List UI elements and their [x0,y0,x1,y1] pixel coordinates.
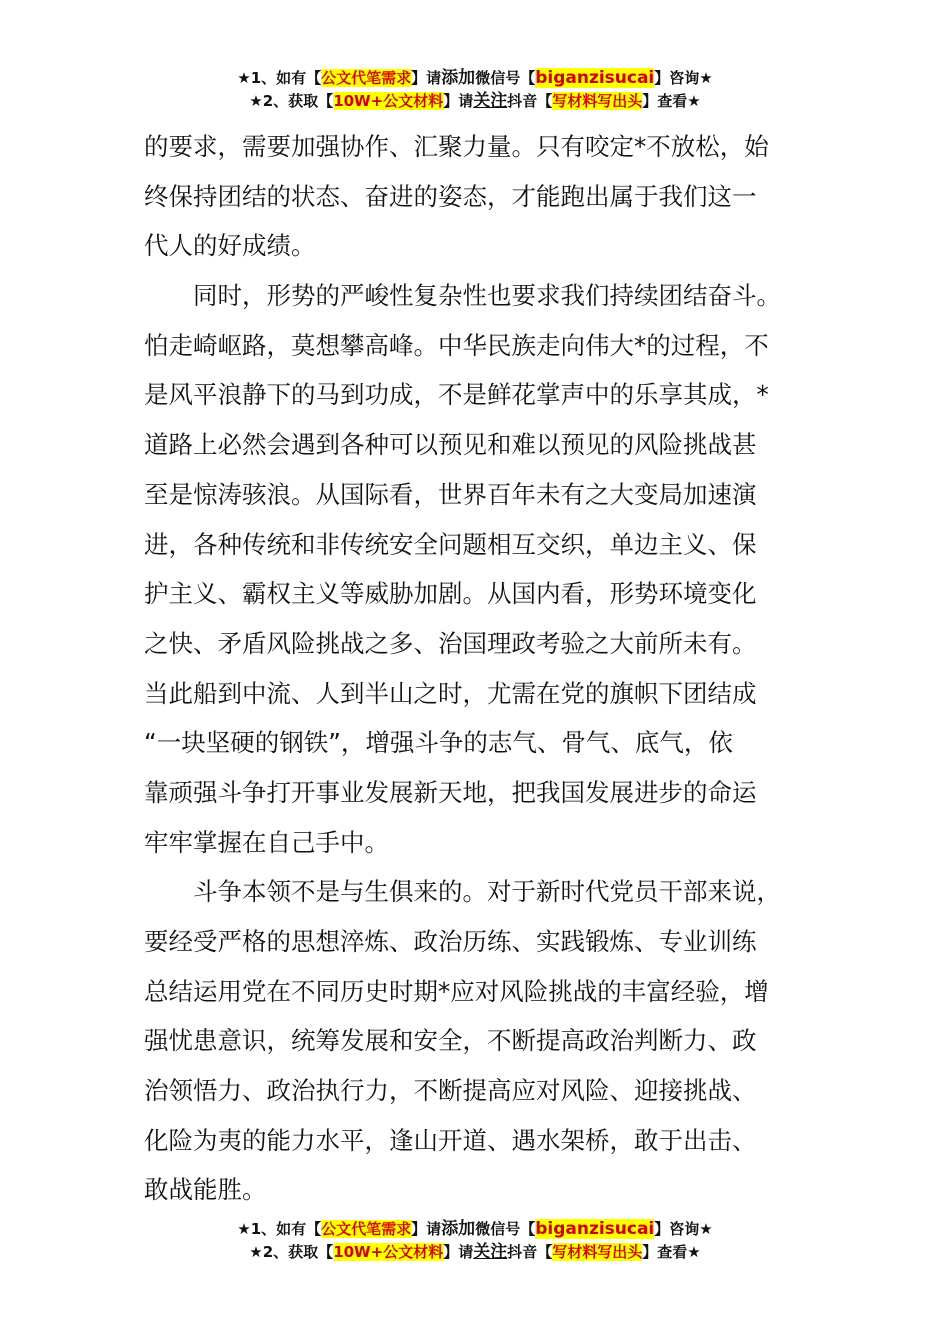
banner-text: 】查看★ [642,1243,701,1261]
text-line: 化险为夷的能力水平，逢山开道、遇水架桥，敢于出击、 [144,1125,757,1155]
highlight-douyin: 写材料写出头 [552,92,643,110]
text-line: 进，各种传统和非传统安全问题相互交织，单边主义、保 [144,529,757,559]
text-line: 当此船到中流、人到半山之时，尤需在党的旗帜下团结成 [144,678,757,708]
text-line: 的要求，需要加强协作、汇聚力量。只有咬定*不放松，始 [144,132,769,161]
text-line: 敢战能胜。 [144,1175,267,1205]
banner-line-2 [0,1241,950,1264]
text-line: 牢牢掌握在自己手中。 [144,827,389,857]
highlight-wechat-id: biganzisucai [535,68,655,88]
banner-text: ★2、获取【 [249,1243,334,1261]
header-banner [0,67,950,113]
highlight-service: 公文代笔需求 [321,1220,412,1238]
text-line: 代人的好成绩。 [144,231,316,261]
text-line: 同时，形势的严峻性复杂性也要求我们持续团结奋斗。 [144,281,781,311]
text-line: 是风平浪静下的马到功成，不是鲜花掌声中的乐享其成，* [144,380,769,410]
banner-line-1 [0,1218,950,1241]
highlight-materials: 10W+公文材料 [333,92,444,110]
footer-banner [0,1218,950,1264]
text-line: 护主义、霸权主义等威胁加剧。从国内看，形势环境变化 [144,579,757,609]
highlight-service: 公文代笔需求 [321,69,412,87]
text-line: 强忧患意识，统筹发展和安全，不断提高政治判断力、政 [144,1026,757,1056]
banner-text: 微信号【 [475,1220,536,1238]
banner-line-1 [0,67,950,90]
document-body [144,122,824,1215]
text-line: 终保持团结的状态、奋进的姿态，才能跑出属于我们这一 [144,181,757,211]
banner-text: ★1、如有【 [237,69,322,87]
banner-text: 添加 [441,68,476,88]
highlight-douyin: 写材料写出头 [552,1243,643,1261]
banner-text: 抖音【 [507,92,553,110]
banner-text: 】咨询★ [654,1220,713,1238]
banner-text: 】请 [411,69,442,87]
highlight-wechat-id: biganzisucai [535,1219,655,1239]
banner-text: ★2、获取【 [249,92,334,110]
text-line: 要经受严格的思想淬炼、政治历练、实践锻炼、专业训练 [144,927,757,956]
text-line: 治领悟力、政治执行力，不断提高应对风险、迎接挑战、 [144,1076,757,1106]
text-line: “一块坚硬的钢铁”，增强斗争的志气、骨气、底气，依 [144,728,733,758]
banner-text: 】咨询★ [654,69,713,87]
banner-text: ★1、如有【 [237,1220,322,1238]
banner-text: 】请 [443,1243,474,1261]
banner-text: 添加 [441,1219,476,1239]
banner-text: 】查看★ [642,92,701,110]
banner-text: 】请 [443,92,474,110]
text-line: 总结运用党在不同历史时期*应对风险挑战的丰富经验，增 [144,976,769,1006]
text-line: 道路上必然会遇到各种可以预见和难以预见的风险挑战甚 [144,430,757,460]
text-line: 之快、矛盾风险挑战之多、治国理政考验之大前所未有。 [144,628,757,658]
banner-text: 关注 [473,91,508,111]
text-line: 靠顽强斗争打开事业发展新天地，把我国发展进步的命运 [144,777,757,807]
banner-line-2 [0,90,950,113]
text-line: 斗争本领不是与生俱来的。对于新时代党员干部来说， [144,877,781,907]
text-line: 至是惊涛骇浪。从国际看，世界百年未有之大变局加速演 [144,479,757,509]
text-line: 怕走崎岖路，莫想攀高峰。中华民族走向伟大*的过程，不 [144,330,769,360]
highlight-materials: 10W+公文材料 [333,1243,444,1261]
banner-text: 】请 [411,1220,442,1238]
banner-text: 关注 [473,1242,508,1262]
banner-text: 微信号【 [475,69,536,87]
banner-text: 抖音【 [507,1243,553,1261]
